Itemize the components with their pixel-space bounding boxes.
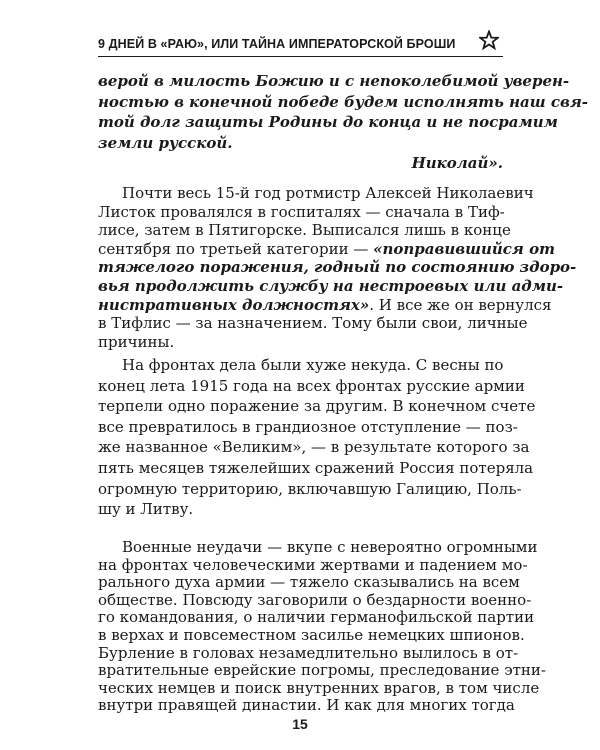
paragraph-line: все превратилось в грандиозное отступление — поз- [98, 417, 518, 436]
quote-line: ностью в конечной победе будем исполнять наш свя- [98, 92, 589, 111]
paragraph-line: Листок провалялся в госпиталях — сначала в Тиф- [98, 202, 505, 221]
quote-line: верой в милость Божию и с непоколебимой уверен- [98, 72, 570, 90]
star-icon [479, 30, 499, 50]
paragraph-line: вья продолжить службу на нестроевых или адми- [98, 277, 564, 295]
paragraph-line [98, 239, 555, 258]
page-number: 15 [292, 716, 308, 732]
book-title: 9 ДНЕЙ В «РАЮ», ИЛИ ТАЙНА ИМПЕРАТОРСКОЙ БРОШИ [98, 37, 456, 51]
paragraph-line: терпели одно поражение за другим. В конечном счете [98, 397, 536, 416]
paragraph-line: Почти весь 15-й год ротмистр Алексей Николаевич [122, 184, 534, 202]
paragraph-line: причины. [98, 332, 175, 351]
paragraph-line: рального духа армии — тяжело сказывались на всем [98, 573, 520, 592]
emphasis-text: нистративных должностях» [98, 295, 370, 314]
paragraph-text: . И все же он вернулся [369, 295, 552, 314]
paragraph-line: обществе. Повсюду заговорили о бездарности военно- [98, 590, 532, 609]
paragraph-line: шу и Литву. [98, 500, 194, 519]
quote-signature: Николай». [411, 154, 503, 172]
quote-line: земли русской. [98, 133, 233, 152]
running-header [98, 28, 503, 57]
paragraph-text: сентября по третьей категории — [98, 239, 374, 258]
paragraph-line: Военные неудачи — вкупе с невероятно огромными [122, 538, 538, 556]
paragraph-line: на фронтах человеческими жертвами и падением мо- [98, 555, 528, 574]
paragraph-line: внутри правящей династии. И как для многих тогда [98, 696, 515, 715]
paragraph-line: Бурление в головах незамедлительно вылилось в от- [98, 643, 519, 662]
paragraph-line: тяжелого поражения, годный по состоянию здоро- [98, 258, 577, 277]
paragraph-line: лисе, затем в Пятигорске. Выписался лишь в конце [98, 221, 511, 240]
paragraph-line: же названное «Великим», — в результате которого за [98, 438, 530, 457]
paragraph-line: вратительные еврейские погромы, преследование этни- [98, 661, 546, 680]
emphasis-text: «поправившийся от [373, 239, 555, 258]
paragraph-line [98, 295, 552, 314]
paragraph-line: в Тифлис — за назначением. Тому были свои, личные [98, 314, 528, 333]
paragraph-line: конец лета 1915 года на всех фронтах русские армии [98, 376, 525, 395]
paragraph-line: пять месяцев тяжелейших сражений Россия потеряла [98, 459, 534, 477]
paragraph-line: На фронтах дела были хуже некуда. С весны по [122, 356, 504, 374]
paragraph-line: огромную территорию, включавшую Галицию, Поль- [98, 479, 522, 498]
paragraph-line: ческих немцев и поиск внутренних врагов, в том числе [98, 678, 540, 697]
paragraph-line: го командования, о наличии германофильской партии [98, 608, 535, 627]
quote-line: той долг защиты Родины до конца и не посрамим [98, 113, 558, 131]
paragraph-line: в верхах и повсеместном засилье немецких шпионов. [98, 626, 525, 644]
